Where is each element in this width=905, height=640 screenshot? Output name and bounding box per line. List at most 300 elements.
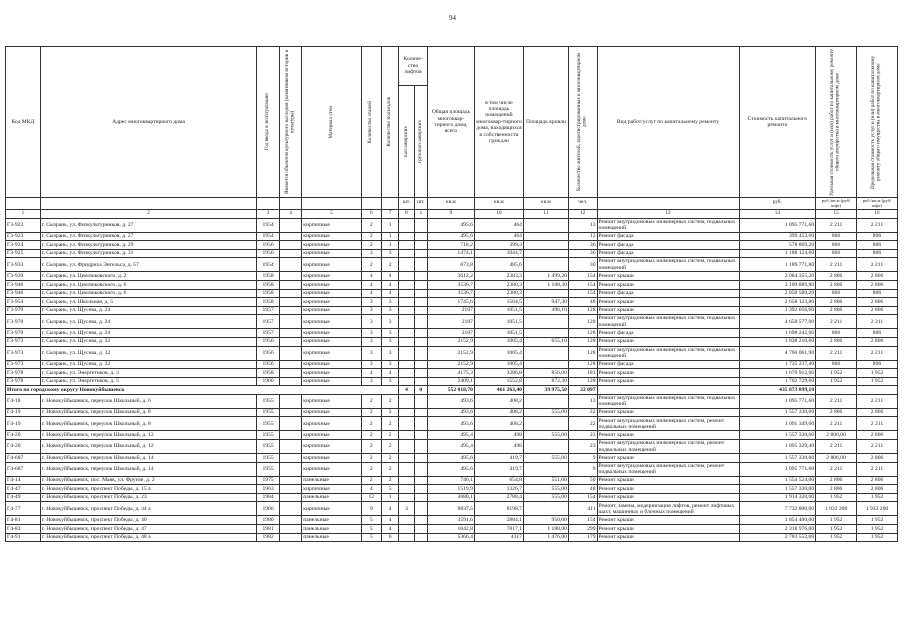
table-cell: 408,2 [474,417,523,431]
table-cell: 2 [361,440,381,454]
table-cell: Ремонт крыши [597,369,739,378]
table-cell: Ремонт внутридомовых инженерных систем, подвальных помещений [597,218,739,232]
table-cell: 39 975,50 [523,386,568,395]
table-cell: 3536,7 [427,280,474,289]
table-cell: 1051,5 [474,306,523,315]
table-cell [279,346,301,360]
table-cell: 4 [381,280,398,289]
table-cell: 1958 [257,272,279,281]
table-cell: 746,1 [427,476,474,485]
table-cell: 1 554 524,00 [739,476,816,485]
table-cell: 2 [381,417,398,431]
table-cell [414,306,427,315]
table-cell: 555,00 [523,493,568,502]
table-cell [414,440,427,454]
table-cell: 1005,4 [474,360,523,369]
table-cell: 1984 [257,493,279,502]
col-header-total-area: Общая площадь многоквар-тирного дома, всего [427,47,474,198]
units-row [6,198,898,210]
unit-cell [6,198,41,210]
table-cell: 1745,6 [427,298,474,307]
table-cell: 1975 [257,476,279,485]
table-row [6,241,898,250]
table-cell: г. Новокуйбышевск, переулок Школьный, д. 8 [40,417,257,431]
col-header-residents: Количество жителей, зарегистрированных в многоквартирном доме [575,52,588,192]
table-cell [399,394,414,408]
table-cell: 485,6 [474,258,523,272]
table-cell: 872,30 [523,377,568,386]
table-cell: г. Сызрань, ул. Физкультурников, д. 31 [40,249,257,258]
table-cell: 1 952 [857,533,898,542]
table-cell: кирпичные [302,485,361,494]
table-cell: 555,00 [523,408,568,417]
table-cell: 1 095 771,60 [739,462,816,476]
table-cell [399,298,414,307]
table-cell: Ремонт фасада [597,232,739,241]
col-header-cost: Стоимость капитального ремонта [739,47,816,198]
col-number: 13 [597,209,739,218]
table-cell: Ремонт крыши [597,454,739,463]
col-header-address: Адрес многоквартирного дома [40,47,257,198]
table-cell [399,360,414,369]
table-cell [414,337,427,346]
table-cell: 2 [361,476,381,485]
table-cell [523,232,568,241]
table-cell: 3 [381,360,398,369]
table-cell: Ремонт фасада [597,360,739,369]
unit-cell [361,198,381,210]
table-cell: 2 211 [816,417,857,431]
table-cell [279,306,301,315]
table-cell: Ремонт крыши [597,306,739,315]
table-cell [523,417,568,431]
table-cell: Г3-924 [6,241,41,250]
table-cell: 2 806 [857,485,898,494]
table-cell: 1956 [257,346,279,360]
table-cell: 128 [568,306,597,315]
table-cell: кирпичные [302,454,361,463]
table-cell [399,485,414,494]
table-cell: 1955 [257,408,279,417]
table-row [6,377,898,386]
table-cell: г. Новокуйбышевск, переулок Школьный, д. 12 [40,440,257,454]
table-cell: 9 [568,462,597,476]
table-cell: 2 [361,462,381,476]
table-cell: г. Новокуйбышевск, проспект Победы, д. 40 [40,516,257,525]
table-cell: 1954 [257,232,279,241]
table-cell: 1044,7 [474,249,523,258]
table-row [6,493,898,502]
table-cell: 806 [857,329,898,338]
table-cell: 806 [816,249,857,258]
table-cell: 1 698 242,00 [739,329,816,338]
table-cell: 3 109 889,80 [739,280,816,289]
table-cell: 128 [568,329,597,338]
table-cell: 806 [857,232,898,241]
table-cell [279,232,301,241]
table-cell: Ремонт, замена, модернизация лифтов, ремонт лифтовых шахт, машинных и блочных помещений [597,502,739,516]
table-cell: Г3-973 [6,346,41,360]
table-row [6,232,898,241]
table-cell: 1 [381,232,398,241]
table-cell: г. Новокуйбышевск, переулок Школьный, д. 6 [40,394,257,408]
page-number: 94 [449,14,456,22]
table-cell: 461 263,40 [474,386,523,395]
table-cell: 1005,4 [474,337,523,346]
col-number: 2 [40,209,257,218]
table-cell: Г3-923 [6,232,41,241]
table-cell: кирпичные [302,360,361,369]
table-cell [414,431,427,440]
table-cell: 1955 [257,440,279,454]
table-cell: 9 [568,454,597,463]
col-header-heritage: Является объектом культурного наследия (памятником истории и культуры) [283,49,296,195]
unit-cell [257,198,279,210]
table-cell: 3 [361,337,381,346]
table-row [6,454,898,463]
table-cell [414,533,427,542]
table-cell: 1956 [257,360,279,369]
table-cell: 7817,1 [474,525,523,534]
table-cell: 4 [361,280,381,289]
table-cell: 13 [568,218,597,232]
col-header-unit-cost: Удельная стоимость услуг и (или) работ по капитальному ремонту общего имущества в многоквартирном доме [829,48,842,196]
table-cell: г. Новокуйбышевск, переулок Школьный, д. 14 [40,462,257,476]
table-cell [279,329,301,338]
table-cell: 2 806 [857,408,898,417]
table-cell: г. Сызрань, ул. Физкультурников, д. 27 [40,218,257,232]
table-cell [279,440,301,454]
table-cell [279,462,301,476]
table-cell: 2 [361,232,381,241]
table-cell: Ремонт фасада [597,249,739,258]
table-cell: 1980 [257,516,279,525]
table-cell: 1519,9 [427,485,474,494]
table-cell: Г3-973 [6,337,41,346]
table-cell [523,249,568,258]
table-cell: 2 806 [816,485,857,494]
table-cell: 856,00 [523,369,568,378]
col-number: 8 [399,209,414,218]
table-cell: 2 806 [816,298,857,307]
table-cell: 1 952 [816,533,857,542]
table-cell: 4 [361,369,381,378]
table-cell: 1 838 210,60 [739,337,816,346]
col-header-lifts: Количе-ство лифтов [399,47,428,86]
col-header-entrances: Количество подъездов [386,97,393,147]
table-cell: 22 097 [568,386,597,395]
column-numbers-row [6,209,898,218]
table-cell: 1955 [257,454,279,463]
table-cell: 3 [361,377,381,386]
table-cell [414,280,427,289]
col-number: 5 [302,209,361,218]
table-cell: Ремонт крыши [597,408,739,417]
table-cell: кирпичные [302,329,361,338]
table-cell: 4 [361,485,381,494]
table-cell: Г4-19 [6,408,41,417]
table-cell: 3 [381,377,398,386]
table-cell: Г4-91 [6,533,41,542]
table-cell: 2 [361,218,381,232]
table-cell: 2380,3 [474,280,523,289]
col-number: 6 [361,209,381,218]
table-cell: г. Сызрань, ул. Фридриха Энгельса, д. 57 [40,258,257,272]
table-cell: 2 [361,408,381,417]
table-cell: 495,6 [427,462,474,476]
table-cell [414,493,427,502]
table-cell: 5366,4 [427,533,474,542]
table-cell: 4 760 061,90 [739,346,816,360]
table-row [6,417,898,431]
col-header-work-type: Вид работ/услуг по капитальному ремонту [597,47,739,198]
table-cell: 2 211 [816,218,857,232]
table-cell: панельные [302,493,361,502]
table-cell [279,454,301,463]
table-cell: 128 [568,377,597,386]
table-cell: г. Сызрань, ул. Физкультурников, д. 29 [40,241,257,250]
table-cell: 154 [568,280,597,289]
table-cell: г. Сызрань, ул. Цемлюковского, д. 6 [40,280,257,289]
table-cell: 2 783 552,00 [739,533,816,542]
table-cell: 2 806 [857,280,898,289]
table-cell: кирпичные [302,298,361,307]
table-cell: 1 557 330,00 [739,485,816,494]
table-cell [399,241,414,250]
table-cell [523,440,568,454]
table-cell [279,272,301,281]
col-number: 7 [381,209,398,218]
table-cell: 2 806 [816,306,857,315]
table-row [6,315,898,329]
table-cell: 1963 [257,485,279,494]
table-cell: Г4-81 [6,516,41,525]
table-cell: 2 806 [816,272,857,281]
table-cell: 2 211 [816,258,857,272]
table-cell: 2 211 [857,346,898,360]
table-cell: 2383,3 [474,272,523,281]
table-cell: 1552,8 [474,377,523,386]
table-cell: 5 [361,516,381,525]
table-row [6,280,898,289]
table-cell: 154 [568,289,597,298]
table-cell: 4 [381,502,398,516]
table-cell: 1 557 330,00 [739,454,816,463]
col-number: 4 [279,209,301,218]
unit-cell: кв.м [427,198,474,210]
table-cell [399,476,414,485]
table-row [6,272,898,281]
col-number: 1 [6,209,41,218]
table-row [6,502,898,516]
table-cell: Г4-687 [6,462,41,476]
table-cell: 4 [381,525,398,534]
table-cell: 1051,5 [474,315,523,329]
table-cell [414,377,427,386]
table-cell: 3 [361,346,381,360]
table-cell: 1982 [257,533,279,542]
table-cell: Ремонт крыши [597,377,739,386]
table-cell: 4175,3 [427,369,474,378]
table-cell [279,218,301,232]
unit-cell: чел. [568,198,597,210]
table-cell: 806 [857,249,898,258]
col-header-walls: Материал стен [327,105,334,139]
table-cell: 435 873 899,10 [739,386,816,395]
table-cell [414,232,427,241]
table-cell: 3536,7 [427,289,474,298]
table-cell: г. Новокуйбышевск, проспект Победы, д. 47 [40,525,257,534]
table-cell: 128 [568,315,597,329]
col-header-lifts-passenger: пассажирских [402,125,409,158]
table-cell: 1 702 729,60 [739,377,816,386]
table-cell: г. Новокуйбышевск, переулок Школьный, д. 14 [40,454,257,463]
table-cell: Г3-978 [6,369,41,378]
table-cell: 5 [361,533,381,542]
table-cell: 3 [381,298,398,307]
table-cell: г. Новокуйбышевск, проспект Победы, д. 48 а [40,533,257,542]
table-cell: 1 [381,218,398,232]
table-cell: Ремонт крыши [597,337,739,346]
table-cell [414,476,427,485]
table-cell: Ремонт крыши [597,272,739,281]
table-cell [523,502,568,516]
col-number: 11 [523,209,568,218]
table-cell: 1 854 400,00 [739,516,816,525]
table-cell [279,315,301,329]
table-cell [399,258,414,272]
table-cell [399,408,414,417]
table-row [6,289,898,298]
table-cell: 718,2 [427,241,474,250]
table-cell: Г3-978 [6,377,41,386]
table-cell: панельные [302,476,361,485]
table-cell: панельные [302,525,361,534]
table-cell: Г3-923 [6,218,41,232]
table-cell: 3 [361,315,381,329]
col-number: 12 [568,209,597,218]
table-cell: кирпичные [302,218,361,232]
table-cell: Г4-83 [6,525,41,534]
table-cell: Г3-970 [6,315,41,329]
table-cell: 551,00 [523,476,568,485]
table-cell: 1 670 912,00 [739,369,816,378]
table-cell: 947,30 [523,298,568,307]
table-cell: г. Сызрань, ул. Цемлюковского, д. 6 [40,289,257,298]
header-row [6,47,898,86]
table-cell [414,360,427,369]
table-cell: 12 [361,493,381,502]
table-cell: 806 [857,289,898,298]
table-cell: г. Сызрань, ул. Физкультурников, д. 27 [40,232,257,241]
table-cell [399,232,414,241]
table-cell: 3 [381,306,398,315]
table-cell: 2 211 [857,462,898,476]
table-cell [399,417,414,431]
table-cell: г. Новокуйбышевск, переулок Школьный, д. 8 [40,408,257,417]
table-cell [279,360,301,369]
table-cell: Ремонт внутридомовых инженерных систем, ремонт подвальных помещений [597,417,739,431]
table-cell: 2107 [427,329,474,338]
table-cell: кирпичные [302,417,361,431]
table-cell: 154 [568,493,597,502]
table-cell [279,408,301,417]
table-cell [816,386,857,395]
table-cell: Ремонт крыши [597,476,739,485]
table-cell: 4 [381,369,398,378]
table-cell: кирпичные [302,377,361,386]
table-cell: Ремонт внутридомовых инженерных систем, ремонт подвальных помещений [597,462,739,476]
table-cell [399,377,414,386]
table-cell [523,258,568,272]
table-cell: панельные [302,533,361,542]
table-cell: 3612,2 [427,272,474,281]
col-number: 9 [427,209,474,218]
table-cell: 654,8 [474,476,523,485]
table-cell: 493,6 [427,394,474,408]
table-row [6,218,898,232]
table-cell [414,485,427,494]
table-row [6,360,898,369]
table-cell: 1966 [257,502,279,516]
table-cell [399,533,414,542]
table-cell: г. Новокуйбышевск, пос. Маяк, ул. Фрунзе, д. 2 [40,476,257,485]
table-cell: 1 476,00 [523,533,568,542]
table-cell: Г3-970 [6,306,41,315]
table-cell: 3591,6 [427,516,474,525]
table-cell [399,369,414,378]
table-cell: Г4-14 [6,476,41,485]
table-cell: кирпичные [302,232,361,241]
table-cell: 9837,5 [427,502,474,516]
table-cell: панельные [302,516,361,525]
table-cell: 1958 [257,280,279,289]
table-cell: 3680,1 [427,493,474,502]
table-cell: 1958 [257,298,279,307]
table-cell: Ремонт крыши [597,485,739,494]
table-cell: 3 [381,315,398,329]
table-cell: 2 [361,417,381,431]
table-cell [399,454,414,463]
table-cell [523,394,568,408]
table-cell: 48 [568,485,597,494]
table-cell [523,462,568,476]
table-cell: 1 557 330,00 [739,408,816,417]
table-cell [523,289,568,298]
table-cell: 2 806 [816,280,857,289]
table-cell: 8198,7 [474,502,523,516]
col-number: 10 [474,209,523,218]
table-cell: 1 952 [857,516,898,525]
table-cell: 1 188 124,60 [739,249,816,258]
table-cell [399,272,414,281]
table-cell: г. Новокуйбышевск, переулок Школьный, д. 12 [40,431,257,440]
table-row [6,258,898,272]
table-cell [279,476,301,485]
table-cell: г. Сызрань, ул. Энергетиков, д. 3 [40,369,257,378]
table-cell: 1 952 [816,377,857,386]
table-cell [399,289,414,298]
table-cell: 2152,9 [427,346,474,360]
table-cell: Ремонт фасада [597,289,739,298]
table-cell: Г3-940 [6,280,41,289]
table-cell: 464 [474,218,523,232]
table-cell: 2 850 580,20 [739,289,816,298]
table-cell: Ремонт фасада [597,329,739,338]
table-cell: Г3-970 [6,329,41,338]
table-cell: 3 [381,337,398,346]
table-cell: 128 [568,360,597,369]
